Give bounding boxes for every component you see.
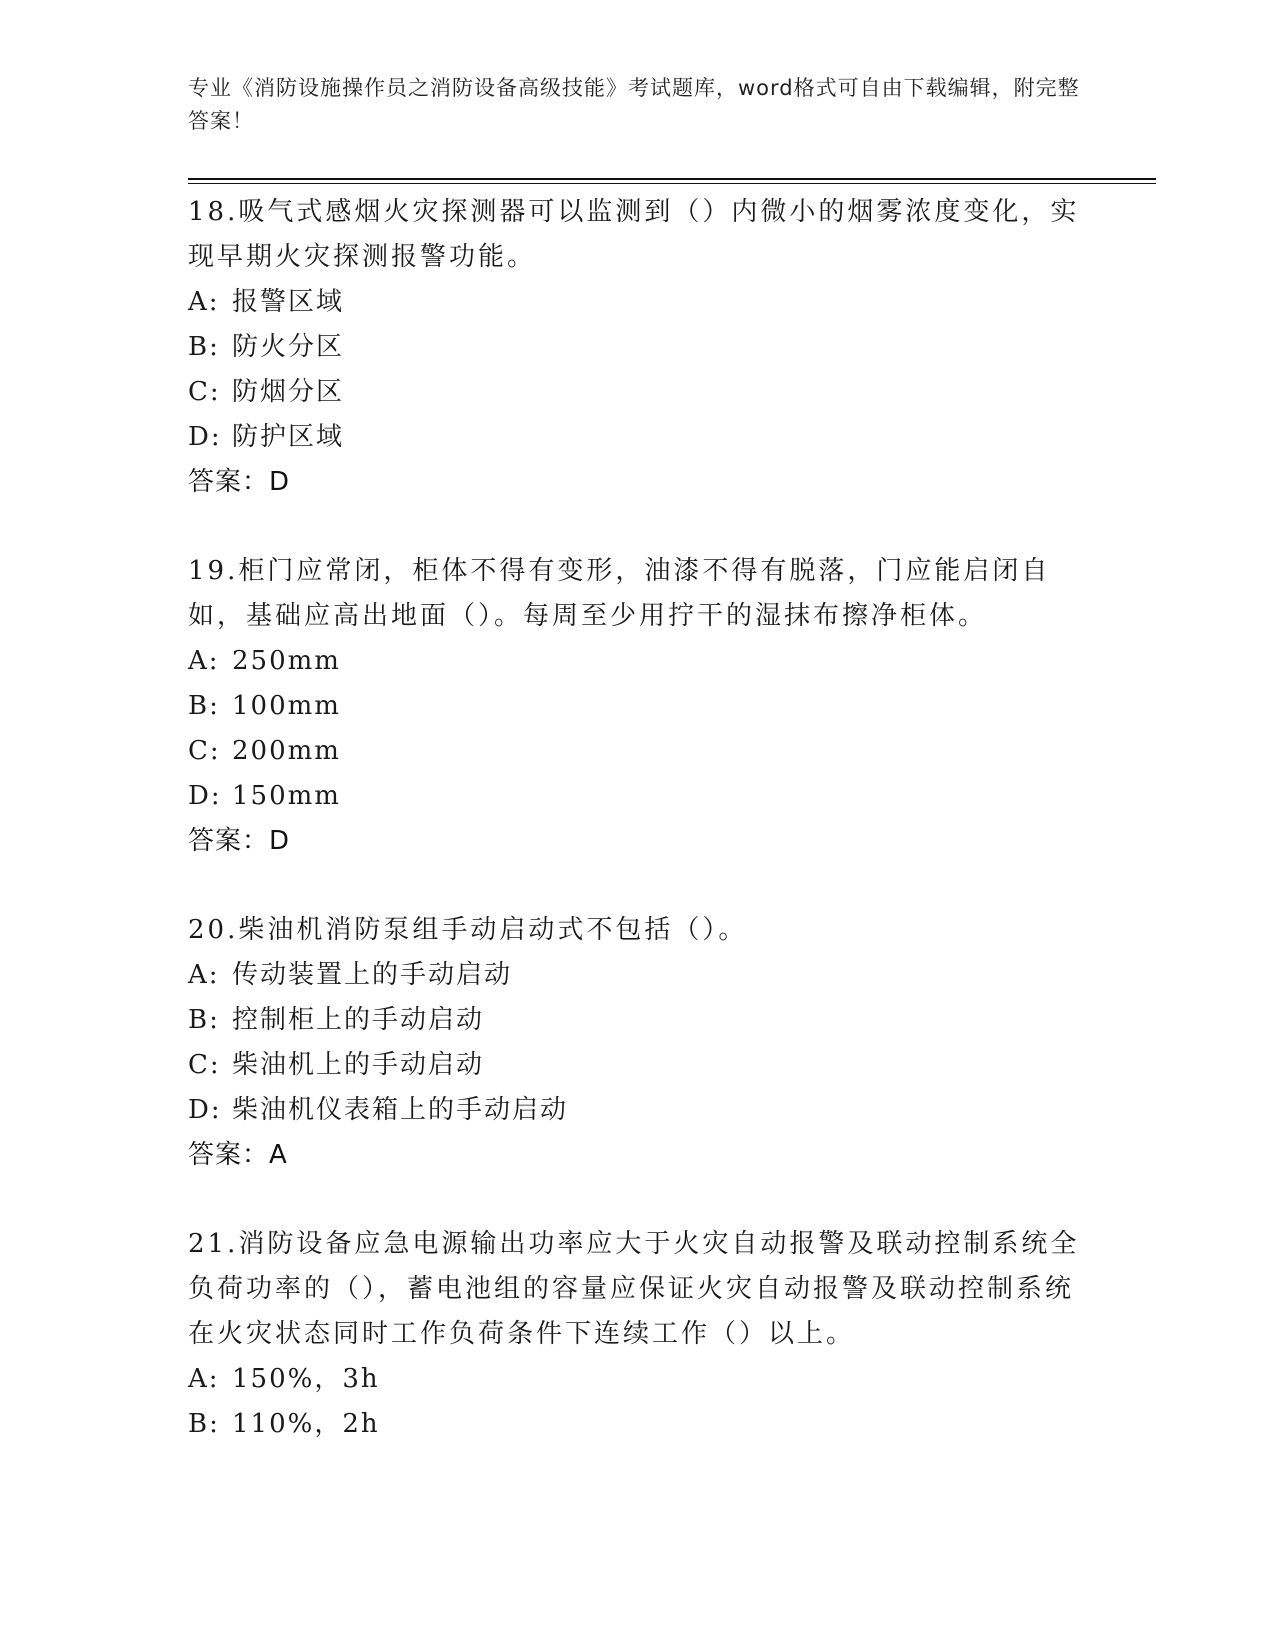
option-key: D: [188, 1095, 222, 1125]
option-text: 控制柜上的手动启动 [232, 1005, 485, 1035]
option-key: A: [188, 960, 220, 990]
option-b [188, 998, 1088, 1043]
option-key: A: [188, 646, 220, 676]
option-b [188, 684, 1088, 729]
option-a [188, 1357, 1088, 1402]
header-divider-thick [188, 178, 1156, 180]
option-c [188, 1043, 1088, 1088]
option-a [188, 280, 1088, 325]
answer-line: 答案：D [188, 467, 291, 497]
option-b [188, 1402, 1088, 1447]
option-key: C: [188, 1050, 221, 1080]
option-b [188, 325, 1088, 370]
question-19 [188, 549, 1088, 864]
option-c [188, 370, 1088, 415]
option-c [188, 729, 1088, 774]
question-text: 21.消防设备应急电源输出功率应大于火灾自动报警及联动控制系统全负荷功率的（），蓄电池组的容量应保证火灾自动报警及联动控制系统在火灾状态同时工作负荷条件下连续工作（）以上。 [188, 1229, 1080, 1349]
option-key: D: [188, 781, 222, 811]
option-text: 报警区域 [232, 287, 345, 317]
option-d [188, 415, 1088, 460]
option-text: 传动装置上的手动启动 [232, 960, 513, 990]
option-key: D: [188, 422, 222, 452]
option-key: C: [188, 736, 221, 766]
answer-line: 答案：A [188, 1140, 288, 1170]
option-text: 150%，3h [232, 1364, 380, 1394]
question-text: 20.柴油机消防泵组手动启动式不包括（）。 [188, 915, 748, 945]
option-d [188, 1088, 1088, 1133]
option-text: 100mm [232, 691, 341, 721]
option-key: B: [188, 691, 220, 721]
question-18 [188, 190, 1088, 505]
question-21 [188, 1222, 1088, 1447]
option-text: 防护区域 [232, 422, 345, 452]
answer-line: 答案：D [188, 826, 291, 856]
question-20 [188, 908, 1088, 1178]
option-text: 柴油机仪表箱上的手动启动 [232, 1095, 569, 1125]
option-text: 柴油机上的手动启动 [232, 1050, 485, 1080]
option-text: 150mm [232, 781, 341, 811]
option-key: A: [188, 1364, 220, 1394]
option-text: 250mm [232, 646, 341, 676]
question-list [188, 190, 1088, 1491]
header-divider-thin [188, 183, 1156, 184]
option-text: 200mm [232, 736, 341, 766]
option-key: B: [188, 332, 220, 362]
option-text: 110%，2h [232, 1409, 380, 1439]
option-key: A: [188, 287, 220, 317]
option-a [188, 953, 1088, 998]
document-header: 专业《消防设施操作员之消防设备高级技能》考试题库，word格式可自由下载编辑，附完整答案！ [188, 76, 1080, 133]
option-text: 防烟分区 [232, 377, 345, 407]
question-text: 19.柜门应常闭，柜体不得有变形，油漆不得有脱落，门应能启闭自如，基础应高出地面（）。每周至少用拧干的湿抹布擦净柜体。 [188, 556, 1051, 631]
option-key: B: [188, 1005, 220, 1035]
option-text: 防火分区 [232, 332, 345, 362]
option-a [188, 639, 1088, 684]
question-text: 18.吸气式感烟火灾探测器可以监测到（）内微小的烟雾浓度变化，实现早期火灾探测报警功能。 [188, 197, 1080, 272]
option-d [188, 774, 1088, 819]
option-key: B: [188, 1409, 220, 1439]
option-key: C: [188, 377, 221, 407]
